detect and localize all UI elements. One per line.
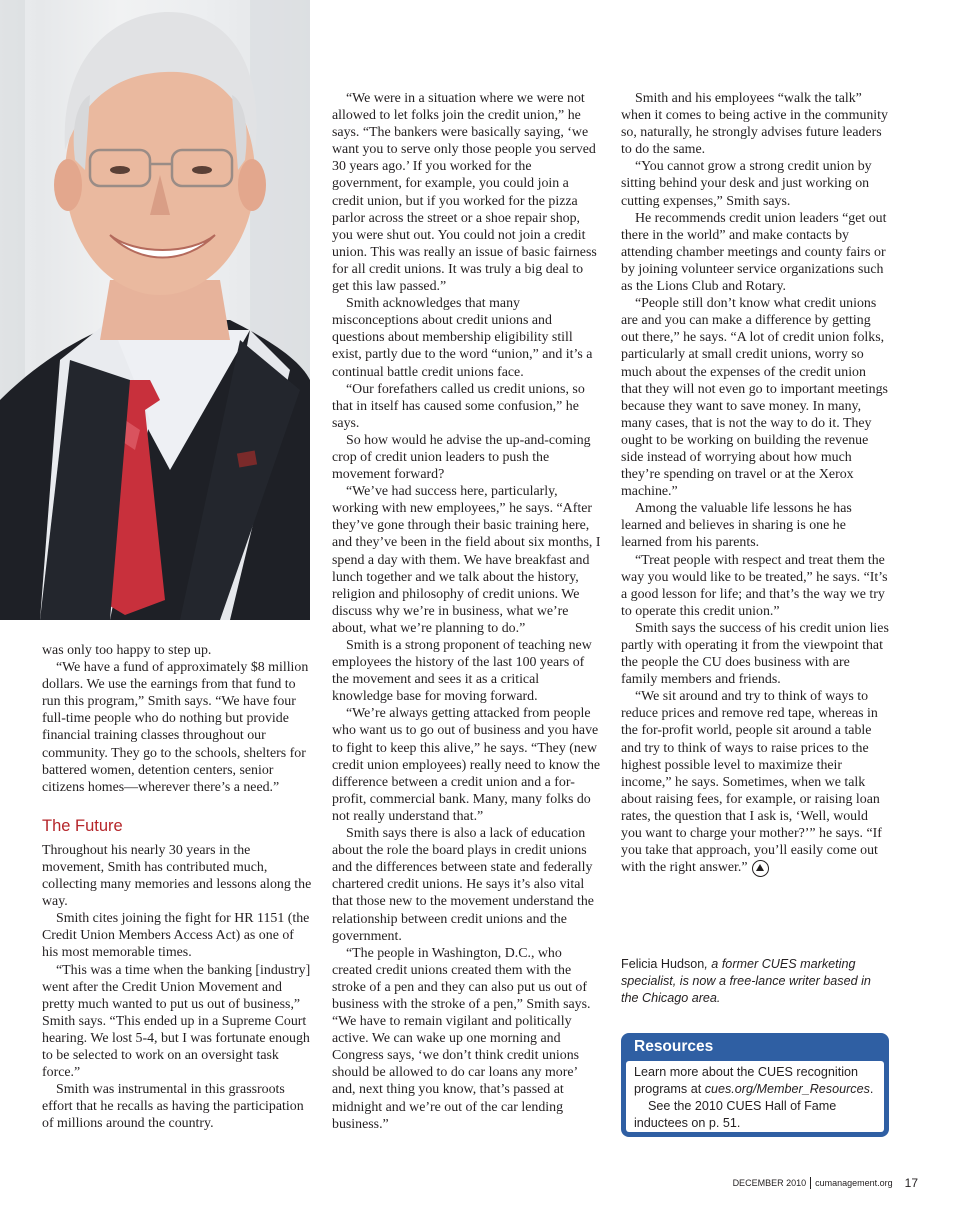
section-heading: The Future [42,816,123,835]
resources-line-2: See the 2010 CUES Hall of Fame inductees on p. 51. [634,1099,837,1130]
paragraph: was only too happy to step up. [42,643,212,658]
paragraph: “You cannot grow a strong credit union by sitting behind your desk and just working on cutting expenses,” Smith says. [621,159,872,209]
column-2 [332,90,602,1133]
page-number: 17 [904,1176,918,1190]
author-bio-text: , a former CUES marketing specialist, is now a free-lance writer based in the Chicago area. [621,957,871,1005]
paragraph: “People still don’t know what credit unions are and you can make a difference by getting out there,” he says. “A lot of credit union folks, particularly at small credit unions, worry so much about the expenses of the credit union that they will not even go to important meetings because they want to save money. In many, many cases, that is not the way to do it. They ought to be working on building the revenue side instead of worrying about how much they’re spending on travel or at the Xerox machine.” [621,296,888,500]
website: cumanagement.org [815,1178,893,1188]
paragraph: Throughout his nearly 30 years in the movement, Smith has contributed much, collecting many memories and lessons along the way. [42,842,312,910]
author-bio [621,956,889,1007]
resources-box [621,1033,889,1137]
page-footer [733,1176,918,1190]
column-1 [42,642,312,1132]
portrait-photo [0,0,310,620]
paragraph: Among the valuable life lessons he has learned and believes in sharing is one he learned from his parents. [621,501,852,551]
resources-line-1-text: Learn more about the CUES recognition programs at [634,1065,859,1096]
paragraph: Smith says the success of his credit union lies partly with operating it from the viewpoint that the people the CU does business with are family members and friends. [621,620,889,688]
footer-divider [810,1177,811,1189]
paragraph: Smith cites joining the fight for HR 1151 (the Credit Union Members Access Act) as one of his most memorable times. [42,911,310,961]
paragraph: Smith was instrumental in this grassroots effort that he recalls as having the participation of millions around the country. [42,1082,304,1132]
paragraph: “Treat people with respect and treat them the way you would like to be treated,” he says. “It’s a good lesson for life; and that’s the way we try to operate this credit union.” [621,552,888,619]
portrait-illustration [0,0,310,620]
paragraph: “We have a fund of approximately $8 million dollars. We use the earnings from that fund to run this program,” Smith says. “We have four full-time people who do nothing but provide financial training classes throughout our community. They go to the schools, shelters for battered women, detention centers, senior citizens homes—wherever there’s a need.” [42,660,309,795]
paragraph: “We’ve had success here, particularly, working with new employees,” he says. “After they’ve gone through their basic training here, and they’ve been in the field about six months, I spend a day with them. We have breakfast and lunch together and we talk about the history, religion and philosophy of credit unions. We discuss why we’re in business, what we’re about, what we’re planning to do.” [332,484,601,636]
end-mark-icon [752,860,769,877]
resources-body [626,1061,884,1132]
paragraph: “Our forefathers called us credit unions, so that in itself has caused some confusion,” he says. [332,381,585,431]
paragraph: Smith is a strong proponent of teaching new employees the history of the last 100 years of the movement and sees it as a critical knowledge base for moving forward. [332,638,592,705]
resources-line-1 [634,1064,876,1098]
author-name: Felicia Hudson [621,957,705,971]
paragraph: Smith says there is also a lack of education about the role the board plays in credit unions and the differences between state and federally chartered credit unions. He says it’s also vital that those new to the movement understand the relationship between credit unions and the government. [332,826,594,944]
paragraph: He recommends credit union leaders “get out there in the world” and make contacts by attending chamber meetings and county fairs or by joining volunteer service organizations such as the Lions Club and Rotary. [621,210,887,295]
paragraph: “The people in Washington, D.C., who created credit unions created them with the stroke of a pen and they can also put us out of business with the stroke of a pen,” Smith says. “We have to remain vigilant and politically active. We can wake up one morning and Congress says, ‘we don’t think credit unions should be allowed to do car loans any more’ and, next thing you know, that’s passed at midnight and we’re out of the car lending business.” [332,945,591,1132]
paragraph-final [621,688,889,876]
resources-line-1-suffix: . [869,1082,874,1096]
issue-date: DECEMBER 2010 [732,1178,807,1188]
paragraph: “We’re always getting attacked from people who want us to go out of business and you have to fight to keep this alive,” he says. “They (new credit union employees) really need to know the difference between a credit union and a for-profit, commercial bank. Many, many folks do not really understand that.” [332,706,601,824]
paragraph: So how would he advise the up-and-coming crop of credit union leaders to push the movement forward? [332,432,591,483]
paragraph: Smith and his employees “walk the talk” when it comes to being active in the community so, naturally, he strongly advises future leaders to do the same. [621,91,888,158]
paragraph: “We were in a situation where we were not allowed to let folks join the credit union,” he says. “The bankers were basically saying, ‘we want you to serve only those people you served 30 years ago.’ If you worked for the government, for example, you could join a credit union, but if you worked for the pizza parlor across the street or a shoe repair shop, you were shut out. You could not join a credit union. This was really an issue of basic fairness for all credit unions. It was truly a big deal to get this law passed.” [332,91,597,295]
paragraph: “This was a time when the banking [industry] went after the Credit Union Movement and pretty much wanted to put us out of business,” Smith says. “This ended up in a Supreme Court hearing. We lost 5-4, but I was fortunate enough to be selected to work on an oversight task force.” [42,962,311,1081]
resources-title: Resources [634,1038,714,1055]
paragraph: Smith acknowledges that many misconceptions about credit unions and questions about membership eligibility still exist, partly due to the word “union,” and it’s a continual battle credit unions face. [332,296,593,380]
resources-link[interactable]: cues.org/Member_Resources [704,1082,870,1096]
column-3 [621,90,889,877]
paragraph-final-text: “We sit around and try to think of ways to reduce prices and remove red tape, whereas in the for-profit world, people sit around a table and try to think of ways to raise prices to the highest possible level to maximize their income,” he says. Sometimes, when we talk about raising fees, for example, or raising loan rates, the question that I ask is, ‘Well, would you want to charge your mother?’” he says. “If you take that approach, you’ll easily come out with the right answer.” [621,689,882,876]
